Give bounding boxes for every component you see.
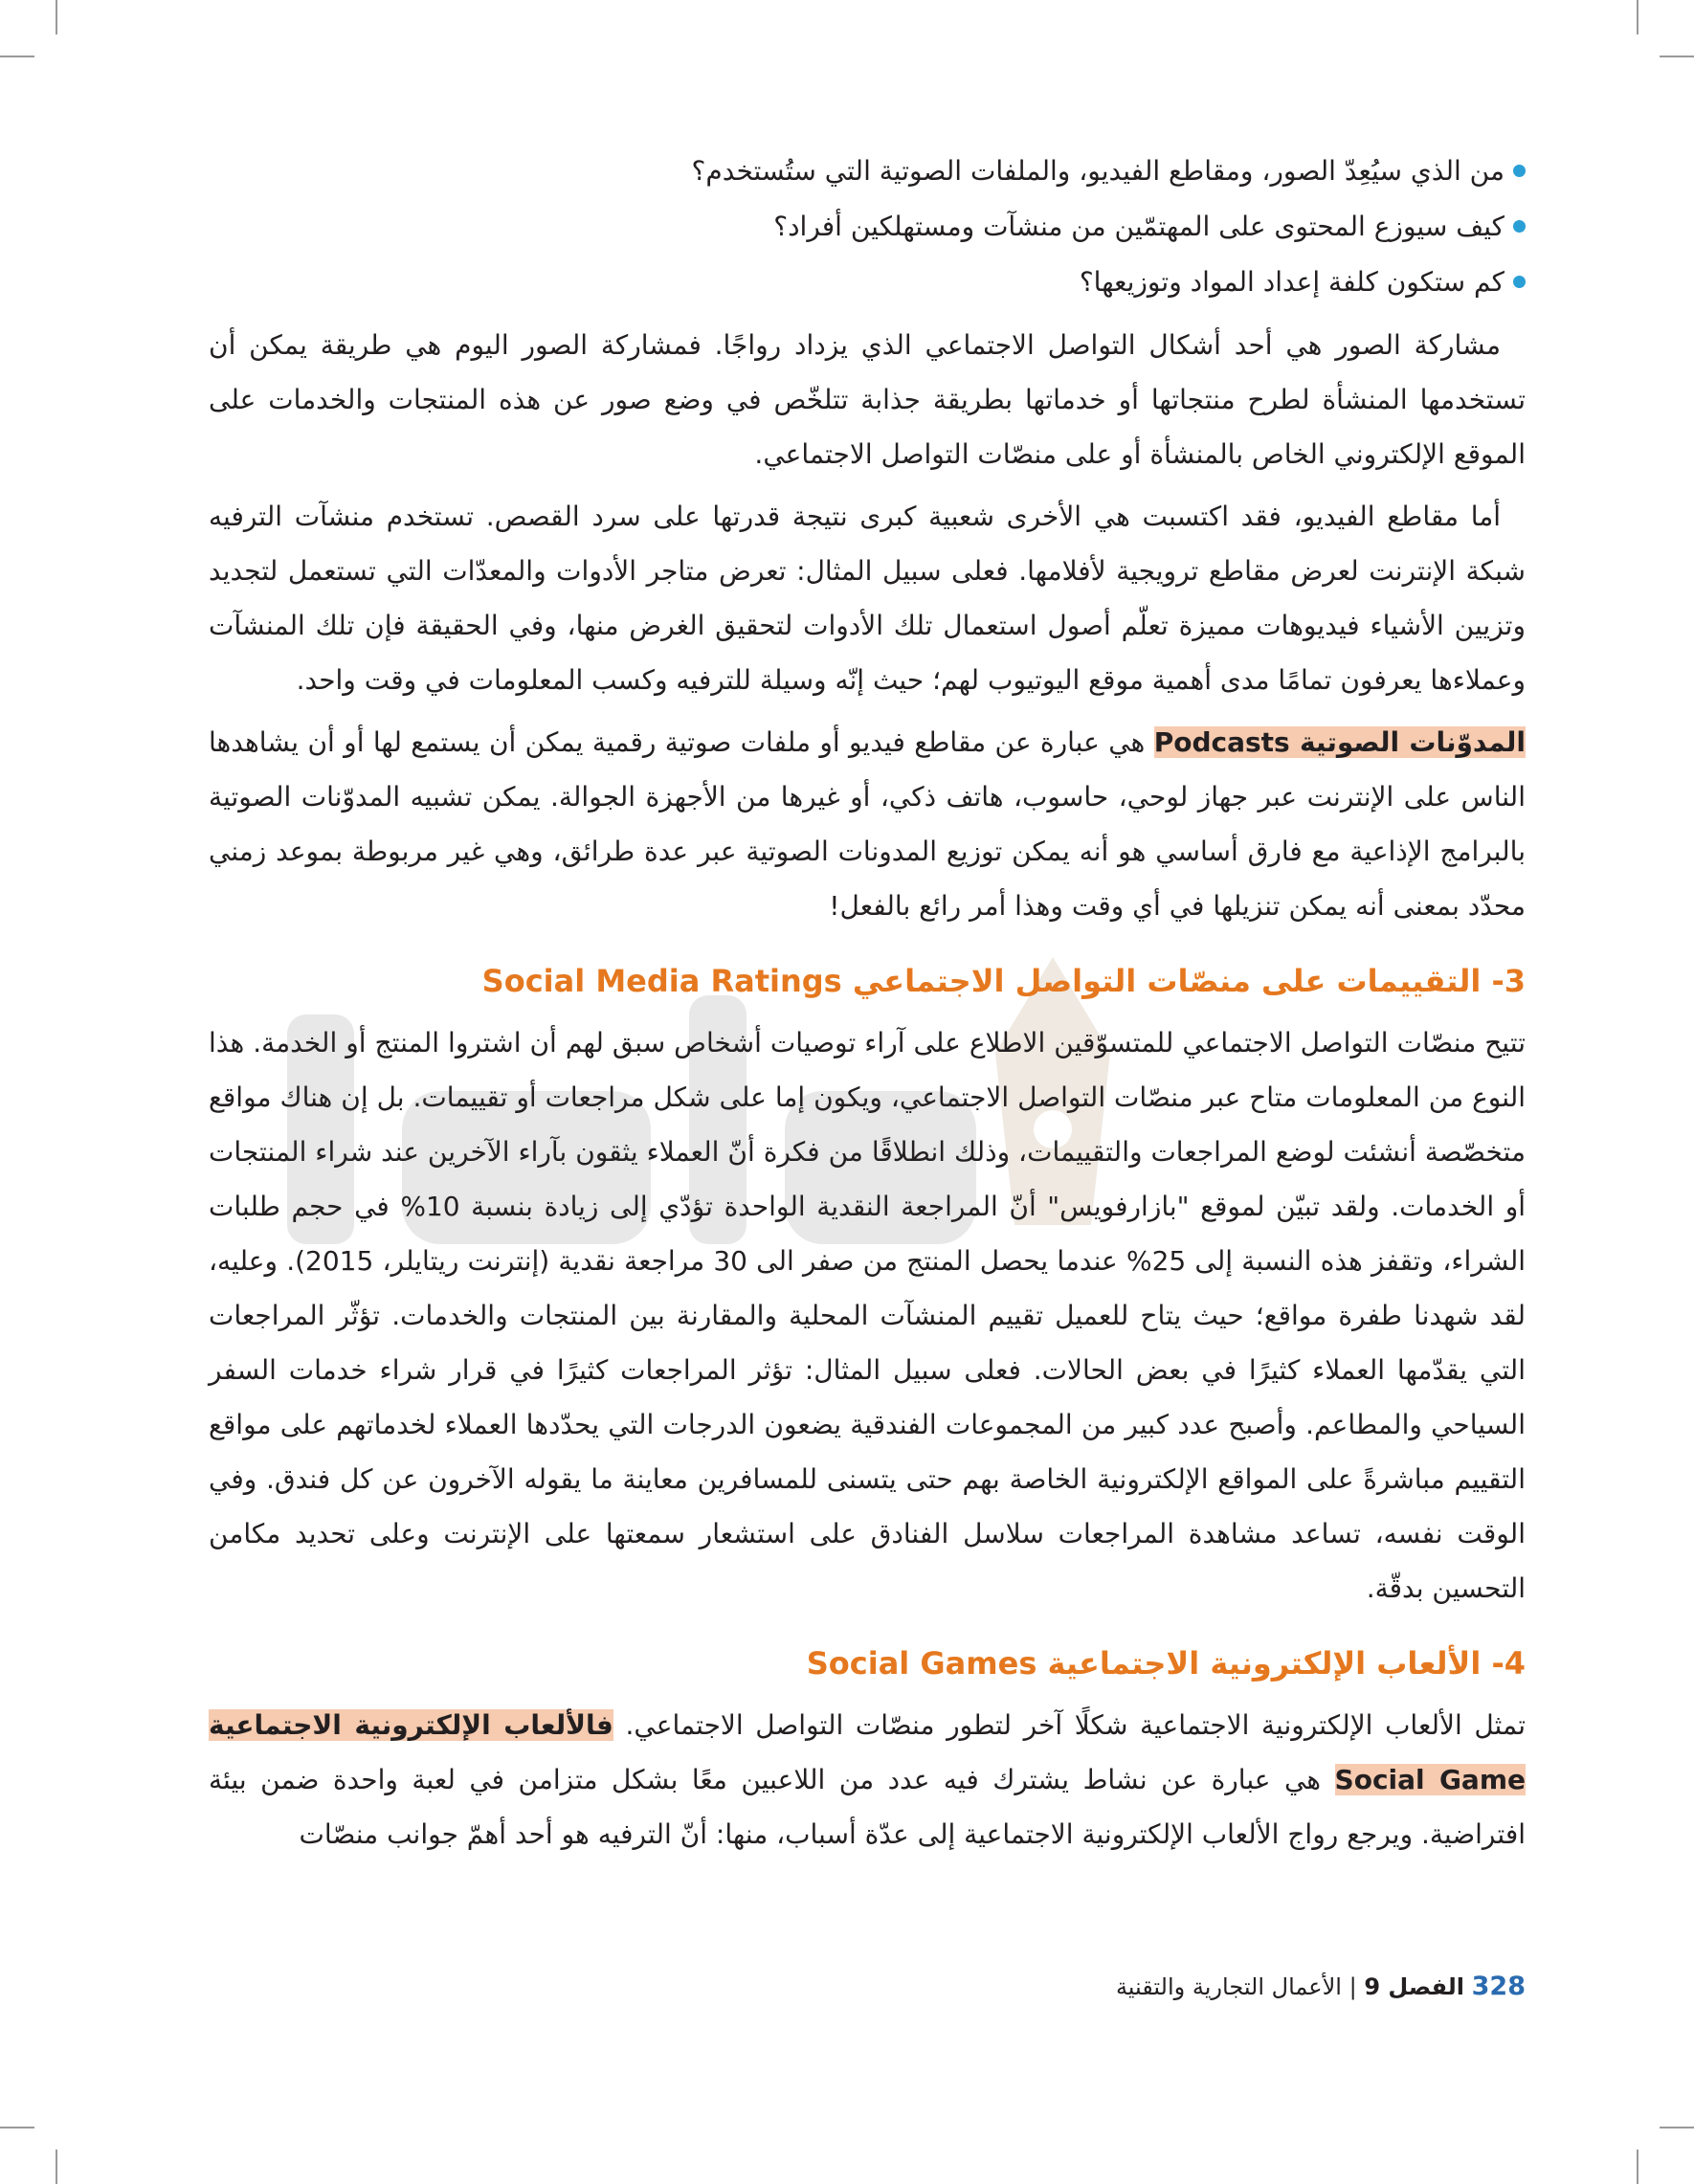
paragraph-ratings: تتيح منصّات التواصل الاجتماعي للمتسوّقين الاطلاع على آراء توصيات أشخاص سبق لهم أن اشتروا المنتج أو الخدمة. هذا النوع من المعلومات متاح عبر منصّات التواصل الاجتماعي، ويكون إما على شكل مراجعات أو تقييمات. بل إن هناك مواقع متخصّصة أنشئت لوضع المراجعات والتقييمات، وذلك انطلاقًا من فكرة أنّ العملاء يثقون بآراء الآخرين عند شراء المنتجات أو الخدمات. ولقد تبيّن لموقع "بازارفويس" أنّ المراجعة النقدية الواحدة تؤدّي إلى زيادة بنسبة 10% في حجم طلبات الشراء، وتقفز هذه النسبة إلى 25% عندما يحصل المنتج من صفر الى 30 مراجعة نقدية (إنترنت ريتايلر، 2015). وعليه، لقد شهدنا طفرة مواقع؛ حيث يتاح للعميل تقييم المنشآت المحلية والمقارنة بين المنتجات والخدمات. تؤثّر المراجعات التي يقدّمها العملاء كثيرًا في بعض الحالات. فعلى سبيل المثال: تؤثر المراجعات كثيرًا في قرار شراء خدمات السفر السياحي والمطاعم. وأصبح عدد كبير من المجموعات الفندقية يضعون الدرجات التي يحدّدها العملاء لخدماتهم على مواقع التقييم مباشرةً على المواقع الإلكترونية الخاصة بهم حتى يتسنى للمسافرين معاينة ما يقوله الآخرون عن كل فندق. وفي الوقت نفسه، تساعد مشاهدة المراجعات سلاسل الفنادق على استشعار سمعتها على الإنترنت وعلى تحديد مكامن التحسين بدقّة.	[209, 1027, 1526, 1604]
crop-mark	[56, 0, 57, 34]
page-content	[209, 144, 1526, 1865]
paragraph-podcasts	[209, 715, 1526, 933]
podcast-term: المدوّنات الصوتية Podcasts	[1153, 726, 1526, 758]
list-item-text: من الذي سيُعِدّ الصور، ومقاطع الفيديو، والملفات الصوتية التي ستُستخدم؟	[691, 155, 1505, 187]
page-footer	[1116, 1972, 1526, 2001]
section-heading-ratings: 3- التقييمات على منصّات التواصل الاجتماعي Social Media Ratings	[481, 963, 1526, 999]
list-item-text: كيف سيوزع المحتوى على المهتمّين من منشآت ومستهلكين أفراد؟	[773, 211, 1505, 242]
list-item	[209, 255, 1526, 310]
crop-mark	[1637, 0, 1638, 34]
bullet-icon	[1513, 165, 1526, 177]
list-item	[209, 144, 1526, 199]
list-item-text: كم ستكون كلفة إعداد المواد وتوزيعها؟	[1079, 266, 1505, 298]
paragraph-videos: أما مقاطع الفيديو، فقد اكتسبت هي الأخرى شعبية كبرى نتيجة قدرتها على سرد القصص. تستخدم منشآت الترفيه شبكة الإنترنت لعرض مقاطع ترويجية لأفلامها. فعلى سبيل المثال: تعرض متاجر الأدوات والمعدّات التي تستعمل لتجديد وتزيين الأشياء فيديوهات مميزة تعلّم أصول استعمال تلك الأدوات لتحقيق الغرض منها، وفي الحقيقة فإن تلك المنشآت وعملاءها يعرفون تمامًا مدى أهمية موقع اليوتيوب لهم؛ حيث إنّه وسيلة للترفيه وكسب المعلومات في وقت واحد.	[209, 501, 1526, 696]
podcast-text: هي عبارة عن مقاطع فيديو أو ملفات صوتية رقمية يمكن أن يستمع لها أو أن يشاهدها الناس على الإنترنت عبر جهاز لوحي، حاسوب، هاتف ذكي، أو غيرها من الأجهزة الجوالة. يمكن تشبيه المدوّنات الصوتية بالبرامج الإذاعية مع فارق أساسي هو أنه يمكن توزيع المدونات الصوتية عبر عدة طرائق، وهي غير مربوطة بموعد زمني محدّد بمعنى أنه يمكن تنزيلها في أي وقت وهذا أمر رائع بالفعل!	[209, 726, 1526, 922]
section-heading-social-games: 4- الألعاب الإلكترونية الاجتماعية Social Games	[806, 1645, 1526, 1682]
social-games-text-end: هي عبارة عن نشاط يشترك فيه عدد من اللاعبين معًا بشكل متزامن في لعبة واحدة ضمن بيئة افتراضية. ويرجع رواج الألعاب الإلكترونية الاجتماعية إلى عدّة أسباب، منها: أنّ الترفيه هو أحد أهمّ جوانب منصّات	[209, 1764, 1526, 1850]
social-games-text-start: تمثل الألعاب الإلكترونية الاجتماعية شكلًا آخر لتطور منصّات التواصل الاجتماعي.	[613, 1709, 1526, 1741]
crop-mark	[1660, 2127, 1694, 2128]
crop-mark	[1660, 56, 1694, 57]
bullet-list	[209, 144, 1526, 310]
social-game-term: فالألعاب الإلكترونية الاجتماعية Social Game	[209, 1709, 1526, 1795]
chapter-label: الفصل 9	[1364, 1973, 1464, 2000]
list-item	[209, 199, 1526, 255]
bullet-icon	[1513, 220, 1526, 233]
bullet-icon	[1513, 276, 1526, 288]
paragraph-social-games	[209, 1698, 1526, 1861]
chapter-title: الأعمال التجارية والتقنية	[1115, 1973, 1342, 2000]
footer-separator: |	[1349, 1973, 1357, 2000]
crop-mark	[56, 2150, 57, 2184]
crop-mark	[0, 2127, 34, 2128]
page-number: 328	[1471, 1972, 1526, 2001]
paragraph-photo-sharing: مشاركة الصور هي أحد أشكال التواصل الاجتماعي الذي يزداد رواجًا. فمشاركة الصور اليوم هي طريقة يمكن أن تستخدمها المنشأة لطرح منتجاتها أو خدماتها بطريقة جذابة تتلخّص في وضع صور عن هذه المنتجات والخدمات على الموقع الإلكتروني الخاص بالمنشأة أو على منصّات التواصل الاجتماعي.	[209, 329, 1526, 470]
crop-mark	[1637, 2150, 1638, 2184]
crop-mark	[0, 56, 34, 57]
